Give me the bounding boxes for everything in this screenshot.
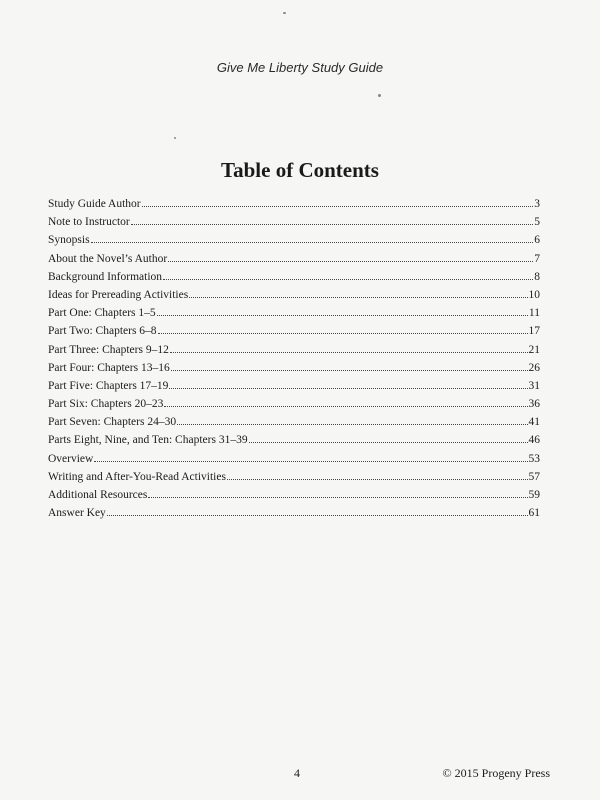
toc-entry-label: Overview xyxy=(48,452,94,465)
dot-leader xyxy=(94,461,527,462)
toc-entry-label: Part Five: Chapters 17–19 xyxy=(48,379,169,392)
toc-entry-label: About the Novel’s Author xyxy=(48,252,168,265)
toc-entry-page-number: 31 xyxy=(528,379,540,392)
dot-leader xyxy=(249,442,528,443)
toc-entry-page-number: 57 xyxy=(528,470,540,483)
toc-entry-page-number: 8 xyxy=(534,270,540,283)
toc-entry-label: Background Information xyxy=(48,270,163,283)
toc-entry xyxy=(48,213,540,231)
toc-entry-label: Synopsis xyxy=(48,234,90,247)
toc-entry-label: Part Three: Chapters 9–12 xyxy=(48,343,169,356)
toc-entry-label: Parts Eight, Nine, and Ten: Chapters 31–39 xyxy=(48,434,248,447)
scan-speck xyxy=(378,94,381,97)
toc-entry xyxy=(48,431,540,449)
toc-entry xyxy=(48,450,540,468)
scan-speck xyxy=(174,137,176,139)
toc-entry-label: Part Two: Chapters 6–8 xyxy=(48,325,157,338)
toc-entry xyxy=(48,395,540,413)
dot-leader xyxy=(158,333,528,334)
dot-leader xyxy=(163,279,533,280)
toc-entry xyxy=(48,304,540,322)
dot-leader xyxy=(169,388,527,389)
toc-entry-page-number: 3 xyxy=(534,198,540,210)
dot-leader xyxy=(227,479,528,480)
dot-leader xyxy=(164,406,527,407)
toc-entry-label: Answer Key xyxy=(48,507,106,520)
toc-entry xyxy=(48,377,540,395)
toc-title: Table of Contents xyxy=(221,158,379,182)
toc-entry-label: Ideas for Prereading Activities xyxy=(48,288,189,301)
dot-leader xyxy=(148,497,527,498)
toc-entry-page-number: 53 xyxy=(528,452,540,465)
toc-entry xyxy=(48,359,540,377)
dot-leader xyxy=(168,261,533,262)
toc-entry xyxy=(48,413,540,431)
footer-page-number: 4 xyxy=(294,766,300,780)
toc-entry-page-number: 7 xyxy=(534,252,540,265)
toc-entry xyxy=(48,286,540,304)
toc-entry-label: Writing and After-You-Read Activities xyxy=(48,470,226,483)
toc-entry xyxy=(48,341,540,359)
toc-entry-page-number: 11 xyxy=(528,307,540,320)
toc-entry-page-number: 36 xyxy=(528,398,540,411)
running-head: Give Me Liberty Study Guide xyxy=(216,60,384,75)
toc-entry-label: Additional Resources xyxy=(48,489,148,501)
toc-entry-page-number: 61 xyxy=(528,507,540,520)
scan-speck xyxy=(283,12,286,14)
toc-entry xyxy=(48,268,540,286)
toc-entry-page-number: 5 xyxy=(534,216,540,229)
dot-leader xyxy=(157,315,528,316)
toc-entry-page-number: 41 xyxy=(528,416,540,429)
toc-entry-label: Study Guide Author xyxy=(48,198,141,210)
toc-entry-page-number: 46 xyxy=(528,434,540,447)
dot-leader xyxy=(189,297,527,298)
toc-entry-page-number: 6 xyxy=(534,234,540,247)
dot-leader xyxy=(170,352,528,353)
toc-entry-label: Note to Instructor xyxy=(48,216,130,229)
toc-entry xyxy=(48,486,540,504)
toc-entry-page-number: 59 xyxy=(528,489,540,501)
toc-entry-label: Part Seven: Chapters 24–30 xyxy=(48,416,177,429)
toc-entry xyxy=(48,322,540,340)
toc-entry-page-number: 10 xyxy=(528,288,540,301)
dot-leader xyxy=(177,424,527,425)
toc-entry-label: Part Four: Chapters 13–16 xyxy=(48,361,170,374)
dot-leader xyxy=(91,242,534,243)
toc-entry-page-number: 21 xyxy=(528,343,540,356)
toc-entry-page-number: 26 xyxy=(528,361,540,374)
toc-entry-page-number: 17 xyxy=(528,325,540,338)
toc-entry xyxy=(48,504,540,522)
dot-leader xyxy=(131,224,533,225)
toc-entry xyxy=(48,468,540,486)
toc-list xyxy=(48,195,540,522)
dot-leader xyxy=(171,370,528,371)
toc-entry xyxy=(48,231,540,249)
toc-entry-label: Part One: Chapters 1–5 xyxy=(48,307,156,320)
toc-entry xyxy=(48,250,540,268)
footer-copyright: © 2015 Progeny Press xyxy=(442,766,550,780)
dot-leader xyxy=(107,515,528,516)
toc-entry-label: Part Six: Chapters 20–23 xyxy=(48,398,164,411)
dot-leader xyxy=(142,206,534,207)
toc-entry xyxy=(48,195,540,213)
